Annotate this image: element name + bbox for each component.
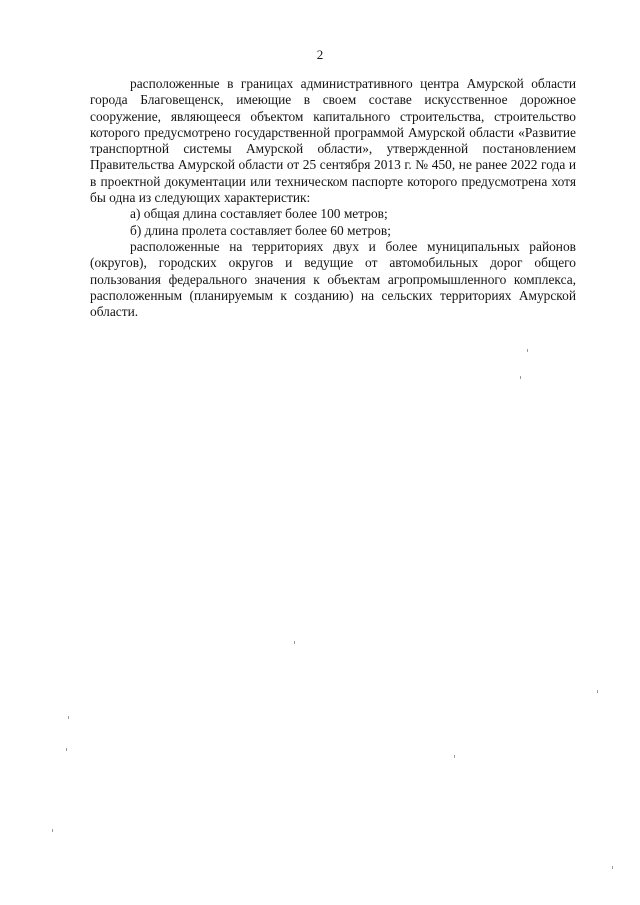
paragraph-main-criteria: расположенные в границах административного центра Амурской области города Благовещенск, имеющие в своем составе искусственное дорожное сооружение, являющееся объектом капитального строительства, строительство которого предусмотрено государственной программой Амурской области «Развитие транспортной системы Амурской области», утвержденной постановлением Правительства Амурской области от 25 сентября 2013 г. № 450, не ранее 2022 года и в проектной документации или техническом паспорте которого предусмотрена хотя бы одна из следующих характеристик: [90, 76, 576, 206]
paragraph-territories: расположенные на территориях двух и более муниципальных районов (округов), городских округов и ведущие от автомобильных дорог общего пользования федерального значения к объектам агропромышленного комплекса, расположенным (планируемым к созданию) на сельских территориях Амурской области. [90, 238, 576, 320]
scan-speck [52, 829, 53, 832]
scan-speck [454, 755, 455, 758]
document-body [90, 76, 576, 320]
scan-speck [520, 376, 521, 379]
scan-speck [68, 716, 69, 719]
scan-speck [66, 748, 67, 751]
paragraph-item-a: а) общая длина составляет более 100 метров; [130, 206, 388, 222]
scan-speck [612, 866, 613, 869]
paragraph-item-b: б) длина пролета составляет более 60 метров; [130, 222, 391, 238]
scan-speck [597, 690, 598, 693]
scan-speck [527, 349, 528, 352]
scan-speck [294, 641, 295, 644]
page-number: 2 [316, 47, 324, 62]
